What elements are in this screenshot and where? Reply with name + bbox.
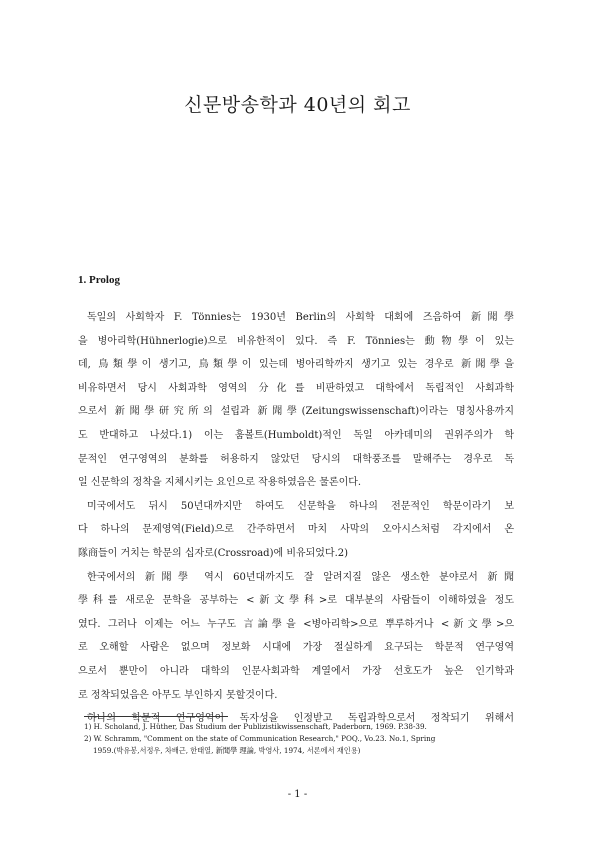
text-line: 으로서 뿐만이 아니라 대학의 인문사회과학 계열에서 가장 선호도가 높은 인기학과: [78, 665, 514, 677]
text-line: 으로서 新聞學研究所의 설립과 新聞學(Zeitungswissenschaft)이라는 명칭사용까지: [78, 406, 514, 418]
text-line: 로 정착되었음은 아무도 부인하지 못할것이다.: [78, 689, 278, 701]
section-heading: 1. Prolog: [78, 274, 120, 286]
text-line: 다 하나의 문제영역(Field)으로 간주하면서 마치 사막의 오아시스처럼 각지에서 온: [78, 524, 514, 536]
page-title: 신문방송학과 40년의 회고: [184, 94, 411, 116]
text-line: 을 병아리학(Hühnerlogie)으로 비유한적이 있다. 즉 F. Tönnies는 動物學이 있는: [78, 335, 514, 347]
text-line: 데, 鳥類學이 생기고, 鳥類學이 있는데 병아리학까지 생기고 있는 경우로 新聞學을: [78, 359, 514, 371]
text-line: 미국에서도 뒤시 50년대까지만 하여도 신문학을 하나의 전문적인 학문이라기 보: [87, 500, 514, 512]
text-line: 비유하면서 당시 사회과학 영역의 分化를 비판하였고 대학에서 독립적인 사회과학: [78, 382, 514, 394]
text-line: 하나의 학문적 연구영역이 독자성을 인정받고 독립과학으로서 정착되기 위해서: [87, 713, 514, 725]
text-line: 學科를 새로운 문학을 공부하는 <新文學科>로 대부분의 사람들이 이해하였을 정도: [78, 595, 514, 607]
text-line: 로 오해할 사람은 없으며 정보화 시대에 가장 절실하게 요구되는 학문적 연구영역: [78, 642, 514, 654]
text-line: 였다. 그러나 이제는 어느 누구도 言論學을 <병아리학>으로 뿌루하거나 <新文學>으: [78, 618, 514, 630]
page-number: - 1 -: [287, 789, 308, 800]
text-line: 도 반대하고 나섰다.1) 이는 훔볼트(Humboldt)적인 독일 아카데미의 권위주의가 학: [78, 429, 514, 441]
text-line: 일 신문학의 정착을 지체시키는 요인으로 작용하였음은 물론이다.: [78, 477, 362, 489]
footnote-line: 1) H. Scholand, J. Hüther, Das Studium der Publizistikwissenschaft, Paderborn, 1969. P.38-39.: [84, 722, 427, 731]
text-line: 隊商들이 거치는 학문의 십자로(Crossroad)에 비유되었다.2): [78, 547, 349, 559]
text-line: 독일의 사회학자 F. Tönnies는 1930년 Berlin의 사회학 대회에 즈음하여 新聞學: [87, 312, 514, 323]
footnotes: [84, 721, 514, 757]
text-line: 한국에서의 新聞學 역시 60년대까지도 잘 알려지질 않은 생소한 분야로서 新聞: [87, 571, 514, 583]
footnote-divider: [84, 716, 228, 717]
footnote-line: 1959.(박유봉,서정우, 차배근, 한태열, 新聞學 理論, 박영사, 1974, 서론에서 재인용): [93, 746, 361, 755]
body-text: [78, 306, 514, 731]
footnote-line: 2) W. Schramm, "Comment on the state of Communication Research," POQ., Vo.23. No.1, Spring: [84, 734, 436, 743]
text-line: 문적인 연구영역의 분화를 허용하지 않았던 당시의 대학풍조를 말해주는 경우로 독: [78, 453, 514, 465]
